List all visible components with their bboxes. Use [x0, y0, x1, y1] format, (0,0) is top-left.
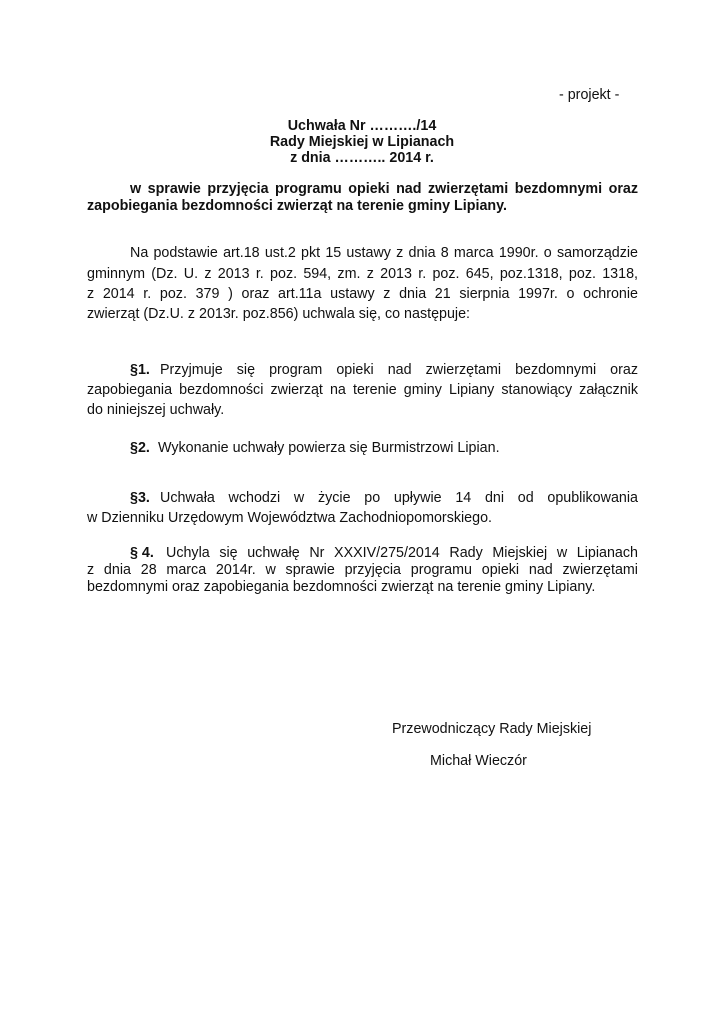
legal-basis-line-4: zwierząt (Dz.U. z 2013r. poz.856) uchwala się, co następuje: [87, 306, 471, 322]
section-4-line-1: Uchyla się uchwałę Nr XXXIV/275/2014 Rady Miejskiej w Lipianach [166, 545, 638, 561]
legal-basis-line-2: gminnym (Dz. U. z 2013 r. poz. 594, zm. z 2013 r. poz. 645, poz.1318, poz. 1318, [87, 266, 638, 282]
section-4-line-2: z dnia 28 marca 2014r. w sprawie przyjęcia programu opieki nad zwierzętami [87, 562, 638, 578]
section-1-label: §1. [130, 362, 150, 378]
section-4-label: § 4. [130, 545, 154, 561]
section-2-text: Wykonanie uchwały powierza się Burmistrzowi Lipian. [158, 440, 500, 456]
section-3-line-1: Uchwała wchodzi w życie po upływie 14 dni od opublikowania [160, 490, 638, 506]
section-3-label: §3. [130, 490, 150, 506]
section-1-line-1: Przyjmuje się program opieki nad zwierzętami bezdomnymi oraz [160, 362, 638, 378]
section-4-line-3: bezdomnymi oraz zapobiegania bezdomności zwierząt na terenie gminy Lipiany. [87, 579, 596, 595]
section-3-line-2: w Dzienniku Urzędowym Województwa Zachodniopomorskiego. [87, 510, 492, 526]
section-1-line-3: do niniejszej uchwały. [87, 402, 225, 418]
legal-basis-line-1: Na podstawie art.18 ust.2 pkt 15 ustawy z dnia 8 marca 1990r. o samorządzie [130, 245, 638, 261]
section-2-label: §2. [130, 440, 150, 456]
resolution-date: z dnia ……….. 2014 r. [290, 150, 434, 166]
section-1-line-2: zapobiegania bezdomności zwierząt na terenie gminy Lipiany stanowiący załącznik [87, 382, 638, 398]
signature-name: Michał Wieczór [430, 753, 527, 769]
subject-line-1: w sprawie przyjęcia programu opieki nad zwierzętami bezdomnymi oraz [130, 181, 638, 197]
signature-role: Przewodniczący Rady Miejskiej [392, 721, 592, 737]
projekt-label: - projekt - [559, 87, 620, 103]
resolution-council: Rady Miejskiej w Lipianach [269, 134, 455, 150]
legal-basis-line-3: z 2014 r. poz. 379 ) oraz art.11a ustawy z dnia 21 sierpnia 1997r. o ochronie [87, 286, 638, 302]
resolution-title: Uchwała Nr ………./14 [287, 118, 437, 134]
subject-line-2: zapobiegania bezdomności zwierząt na terenie gminy Lipiany. [87, 198, 507, 214]
